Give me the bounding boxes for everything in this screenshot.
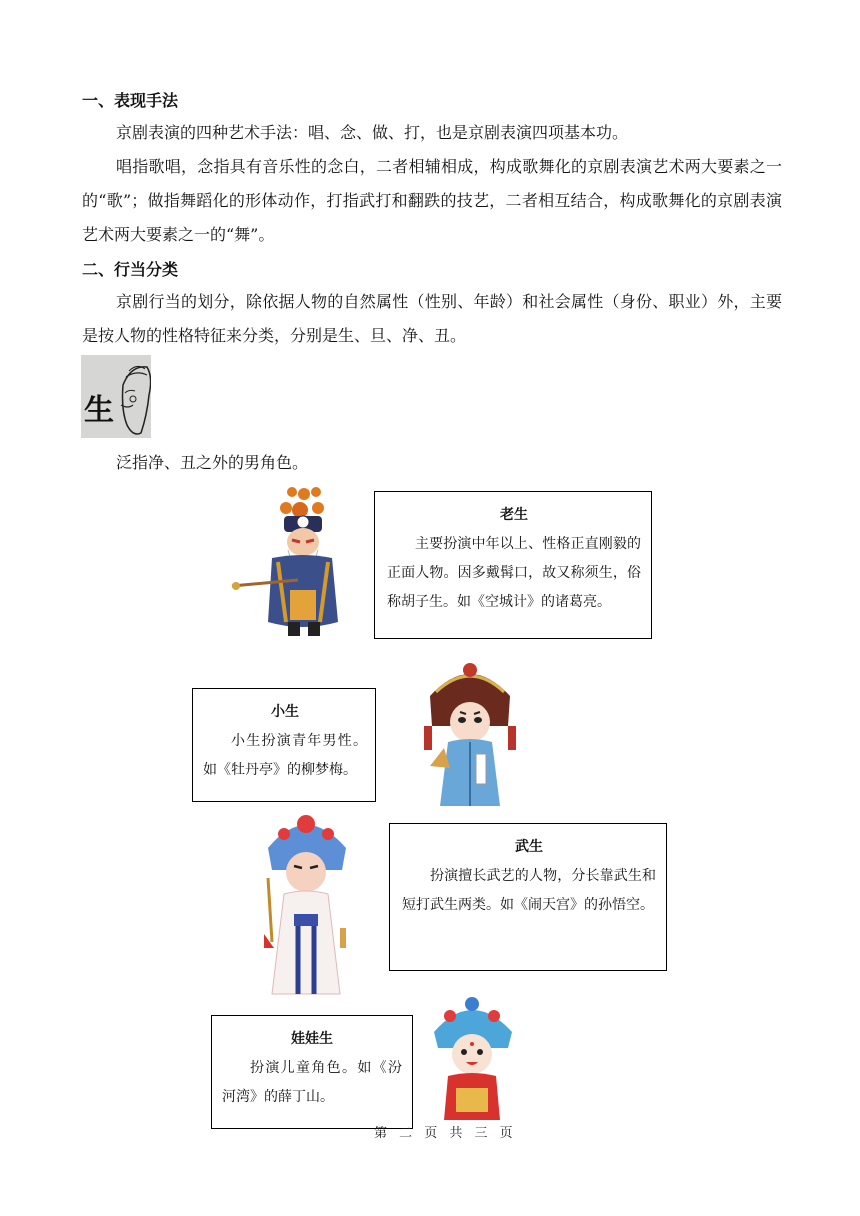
role-desc-laosheng: 主要扮演中年以上、性格正直刚毅的正面人物。因多戴髯口，故又称须生，俗称胡子生。如《空城计》的诸葛亮。: [387, 536, 641, 610]
paragraph-1: 京剧表演的四种艺术手法：唱、念、做、打，也是京剧表演四项基本功。: [116, 123, 629, 142]
role-title-wusheng: 武生: [515, 839, 543, 855]
role-desc-xiaosheng: 小生扮演青年男性。如《牡丹亭》的柳梦梅。: [203, 733, 367, 778]
role-box-xiaosheng: [192, 688, 376, 802]
section-heading-1: 一、表现手法: [82, 91, 179, 110]
paragraph-2: 唱指歌唱，念指具有音乐性的念白，二者相辅相成，构成歌舞化的京剧表演艺术两大要素之一的“歌”；做指舞蹈化的形体动作，打指武打和翻跌的技艺，二者相互结合，构成歌舞化的京剧表演艺术两大要素之一的“舞”。: [82, 157, 782, 244]
xiaosheng-figure-image: [420, 656, 520, 812]
section-heading-2: 二、行当分类: [82, 260, 179, 279]
role-box-wusheng: [389, 823, 667, 971]
wawasheng-figure-image: [426, 992, 518, 1122]
role-desc-wusheng: 扮演擅长武艺的人物，分长靠武生和短打武生两类。如《闹天宫》的孙悟空。: [402, 868, 656, 913]
role-title-wawasheng: 娃娃生: [291, 1031, 333, 1047]
role-box-laosheng: [374, 491, 652, 639]
role-title-laosheng: 老生: [500, 507, 528, 523]
sheng-intro: 泛指净、丑之外的男角色。: [116, 453, 309, 472]
sheng-logo-char: 生: [84, 393, 114, 428]
role-box-wawasheng: [211, 1015, 413, 1129]
role-title-xiaosheng: 小生: [271, 704, 299, 720]
wusheng-figure-image: [254, 808, 358, 1004]
opera-mask-sketch: [81, 355, 151, 438]
page-footer: 第 二 页 共 三 页: [374, 1126, 517, 1141]
sheng-logo-image: [81, 355, 151, 438]
paragraph-3: 京剧行当的划分，除依据人物的自然属性（性别、年龄）和社会属性（身份、职业）外，主要是按人物的性格特征来分类，分别是生、旦、净、丑。: [82, 292, 782, 345]
role-desc-wawasheng: 扮演儿童角色。如《汾河湾》的薛丁山。: [222, 1060, 402, 1105]
laosheng-figure-image: [228, 482, 350, 638]
